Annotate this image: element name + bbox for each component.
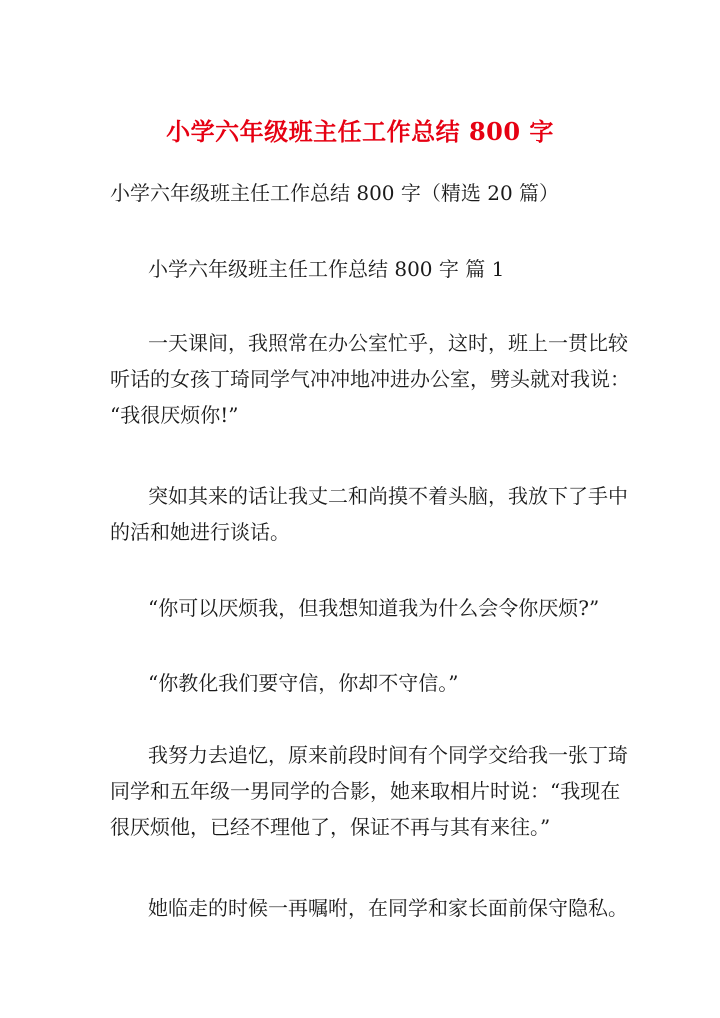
paragraph-5-line-2: 同学和五年级一男同学的合影，她来取相片时说：“我现在: [110, 779, 621, 803]
paragraph-1-line-2: 听话的女孩丁琦同学气冲冲地冲进办公室，劈头就对我说：: [110, 367, 630, 391]
paragraph-6-line-1: 她临走的时候一再嘱咐，在同学和家长面前保守隐私。: [148, 896, 628, 920]
paragraph-3-line-1: “你可以厌烦我，但我想知道我为什么会令你厌烦?”: [148, 596, 600, 620]
document-subtitle: 小学六年级班主任工作总结 800 字（精选 20 篇）: [110, 181, 560, 205]
document-title: 小学六年级班主任工作总结 800 字: [166, 117, 554, 146]
paragraph-2-line-1: 突如其来的话让我丈二和尚摸不着头脑，我放下了手中: [148, 484, 628, 508]
paragraph-1-line-1: 一天课间，我照常在办公室忙乎，这时，班上一贯比较: [148, 331, 628, 355]
paragraph-5-line-1: 我努力去追忆，原来前段时间有个同学交给我一张丁琦: [148, 743, 628, 767]
paragraph-1-line-3: “我很厌烦你!”: [110, 403, 239, 427]
section-heading: 小学六年级班主任工作总结 800 字 篇 1: [148, 257, 505, 281]
paragraph-5-line-3: 很厌烦他，已经不理他了，保证不再与其有来往。”: [110, 815, 551, 839]
paragraph-4-line-1: “你教化我们要守信，你却不守信。”: [148, 671, 459, 695]
paragraph-2-line-2: 的活和她进行谈话。: [110, 520, 290, 544]
